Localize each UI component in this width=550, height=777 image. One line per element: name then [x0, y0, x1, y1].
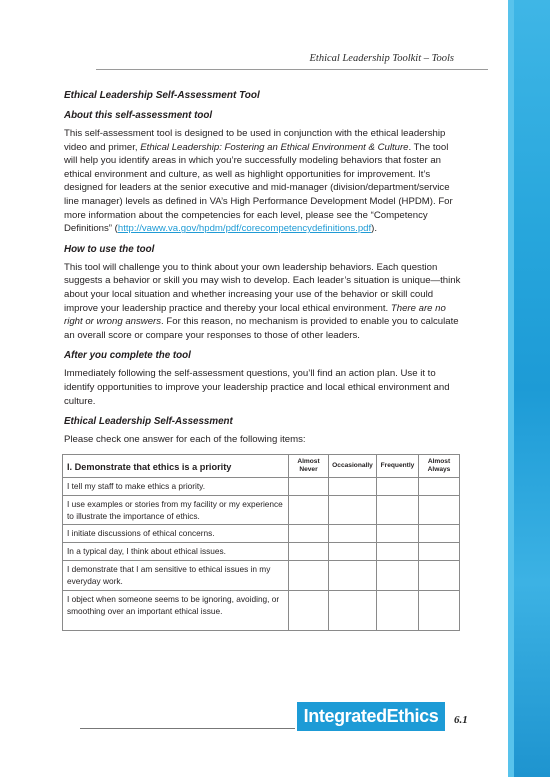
answer-cell-almost-always[interactable]	[419, 543, 460, 561]
column-almost-never: Almost Never	[289, 455, 329, 478]
table-row	[63, 478, 460, 496]
answer-cell-frequently[interactable]	[377, 543, 419, 561]
answer-cell-frequently[interactable]	[377, 496, 419, 525]
instruction-text: Please check one answer for each of the following items:	[64, 434, 306, 446]
about-heading: About this self-assessment tool	[64, 110, 213, 121]
answer-cell-frequently[interactable]	[377, 591, 419, 631]
answer-cell-almost-always[interactable]	[419, 496, 460, 525]
item-text: I demonstrate that I am sensitive to ethical issues in my everyday work.	[63, 561, 289, 591]
no-right-wrong-answers: There are no right or wrong answers	[64, 302, 446, 328]
answer-cell-occasionally[interactable]	[329, 561, 377, 591]
about-video-title: Ethical Leadership: Fostering an Ethical Environment & Culture	[140, 141, 409, 153]
table-row	[63, 496, 460, 525]
integratedethics-logo: IntegratedEthics	[297, 702, 445, 731]
table-row	[63, 561, 460, 591]
item-text: I object when someone seems to be ignoring, avoiding, or smoothing over an important ethical issue.	[63, 591, 289, 631]
answer-cell-almost-never[interactable]	[289, 543, 329, 561]
how-text-1: This tool will challenge you to think about your own leadership behaviors. Each question suggests a behavior or skill you may wish to develop. Each leader’s situation is unique—think about your local situation and whether increasing your use of the behavior or skill could improve your leadership practice and thereby your local ethical environment.	[64, 261, 461, 314]
answer-cell-frequently[interactable]	[377, 561, 419, 591]
about-text-1: This self-assessment tool is designed to be used in conjunction with the ethical leadership video and primer,	[64, 128, 446, 153]
answer-cell-almost-always[interactable]	[419, 561, 460, 591]
item-text: I initiate discussions of ethical concerns.	[63, 525, 289, 543]
column-frequently: Frequently	[377, 455, 419, 478]
how-to-use-heading: How to use the tool	[64, 243, 155, 255]
item-text: I use examples or stories from my facility or my experience to illustrate the importance of ethics.	[63, 496, 289, 525]
how-to-use-paragraph	[64, 261, 464, 343]
page-number: 6.1	[448, 710, 488, 730]
after-complete-paragraph: Immediately following the self-assessment questions, you’ll find an action plan. Use it to identify opportunities to improve your leadership practice and local ethical environment and culture.	[64, 368, 450, 407]
answer-cell-frequently[interactable]	[377, 478, 419, 496]
answer-cell-occasionally[interactable]	[329, 591, 377, 631]
answer-cell-almost-never[interactable]	[289, 561, 329, 591]
answer-cell-almost-always[interactable]	[419, 478, 460, 496]
about-text-2: . The tool will help you identify areas in which you’re successfully modeling behaviors that foster an ethical environment and culture, as well as highlight opportunities for improvement. It’s designed for leaders at the senior executive and mid-manager (division/department/service line manager) levels as defined in VA’s High Performance Development Model (HPDM). For more information about the competencies for each level, please see the “Competency Definitions” (	[64, 141, 453, 235]
document-body	[64, 89, 464, 453]
header-rule	[96, 69, 488, 70]
item-text: In a typical day, I think about ethical issues.	[63, 543, 289, 561]
answer-cell-almost-always[interactable]	[419, 591, 460, 631]
table-row	[63, 543, 460, 561]
answer-cell-frequently[interactable]	[377, 525, 419, 543]
answer-cell-occasionally[interactable]	[329, 543, 377, 561]
table-row	[63, 591, 460, 631]
competency-definitions-link[interactable]: http://vaww.va.gov/hpdm/pdf/corecompetencydefinitions.pdf	[117, 223, 372, 235]
about-paragraph	[64, 127, 464, 236]
section-title: I. Demonstrate that ethics is a priority	[63, 455, 289, 478]
side-color-bar	[508, 0, 550, 777]
column-almost-always: Almost Always	[419, 455, 460, 478]
answer-cell-almost-never[interactable]	[289, 525, 329, 543]
assessment-table	[62, 454, 460, 631]
table-header-row	[63, 455, 460, 478]
how-text-2: . For this reason, no mechanism is provided to enable you to calculate an overall score or compare your responses to those of other leaders.	[64, 316, 459, 341]
table-row	[63, 525, 460, 543]
column-occasionally: Occasionally	[329, 455, 377, 478]
footer-rule	[80, 728, 295, 729]
answer-cell-almost-never[interactable]	[289, 591, 329, 631]
after-complete-heading: After you complete the tool	[64, 350, 191, 362]
running-header: Ethical Leadership Toolkit – Tools	[309, 53, 454, 64]
answer-cell-occasionally[interactable]	[329, 496, 377, 525]
item-text: I tell my staff to make ethics a priority.	[63, 478, 289, 496]
answer-cell-almost-never[interactable]	[289, 496, 329, 525]
about-text-3: ).	[371, 223, 378, 235]
answer-cell-almost-never[interactable]	[289, 478, 329, 496]
document-title: Ethical Leadership Self-Assessment Tool	[64, 90, 260, 101]
answer-cell-occasionally[interactable]	[329, 525, 377, 543]
answer-cell-occasionally[interactable]	[329, 478, 377, 496]
self-assessment-heading: Ethical Leadership Self-Assessment	[64, 416, 233, 428]
answer-cell-almost-always[interactable]	[419, 525, 460, 543]
